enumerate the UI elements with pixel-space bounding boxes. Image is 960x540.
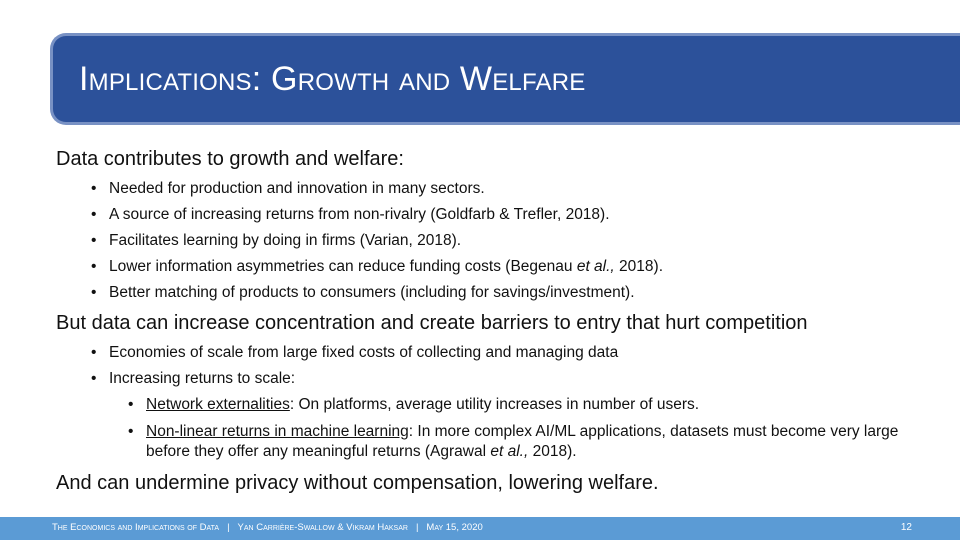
footer-text: The Economics and Implications of Data | Yan Carrière-Swallow & Vikram Haksar | May 15, 2020 — [52, 522, 483, 533]
subbullet-item: • Network externalities: On platforms, average utility increases in number of users. — [56, 395, 936, 415]
bullet-item: • Facilitates learning by doing in firms (Varian, 2018). — [56, 232, 936, 250]
concentration-bullet-list — [56, 344, 936, 388]
footer-deck-title: The Economics and Implications of Data — [52, 522, 220, 533]
bullet-item: • Better matching of products to consumers (including for savings/investment). — [56, 284, 936, 302]
footer-bar — [0, 517, 960, 540]
title-bar — [50, 33, 960, 125]
bullet-item: • A source of increasing returns from non-rivalry (Goldfarb & Trefler, 2018). — [56, 206, 936, 224]
page-number: 12 — [900, 522, 912, 533]
bullet-item: • Lower information asymmetries can reduce funding costs (Begenau et al., 2018). — [56, 258, 936, 276]
section-heading-concentration: But data can increase concentration and create barriers to entry that hurt competition — [56, 312, 808, 334]
subbullet-item: • Non-linear returns in machine learning: In more complex AI/ML applications, datasets must become very large before they offer any meaningful returns (Agrawal et al., 2018). — [56, 422, 936, 462]
term-non-linear-returns: Non-linear returns in machine learning — [146, 423, 409, 440]
slide-content — [56, 146, 936, 496]
growth-bullet-list — [56, 180, 936, 302]
bullet-item: • Increasing returns to scale: — [56, 370, 936, 388]
slide-title: Implications: Growth and Welfare — [79, 60, 586, 98]
footer-date: May 15, 2020 — [426, 522, 483, 533]
term-network-externalities: Network externalities — [146, 396, 290, 413]
bullet-item: • Needed for production and innovation in many sectors. — [56, 180, 936, 198]
returns-subbullet-list — [56, 395, 936, 462]
footer-authors: Yan Carrière-Swallow & Vikram Haksar — [237, 522, 408, 533]
bullet-item: • Economies of scale from large fixed costs of collecting and managing data — [56, 344, 936, 362]
section-heading-growth: Data contributes to growth and welfare: — [56, 148, 404, 170]
section-heading-privacy: And can undermine privacy without compensation, lowering welfare. — [56, 472, 659, 494]
